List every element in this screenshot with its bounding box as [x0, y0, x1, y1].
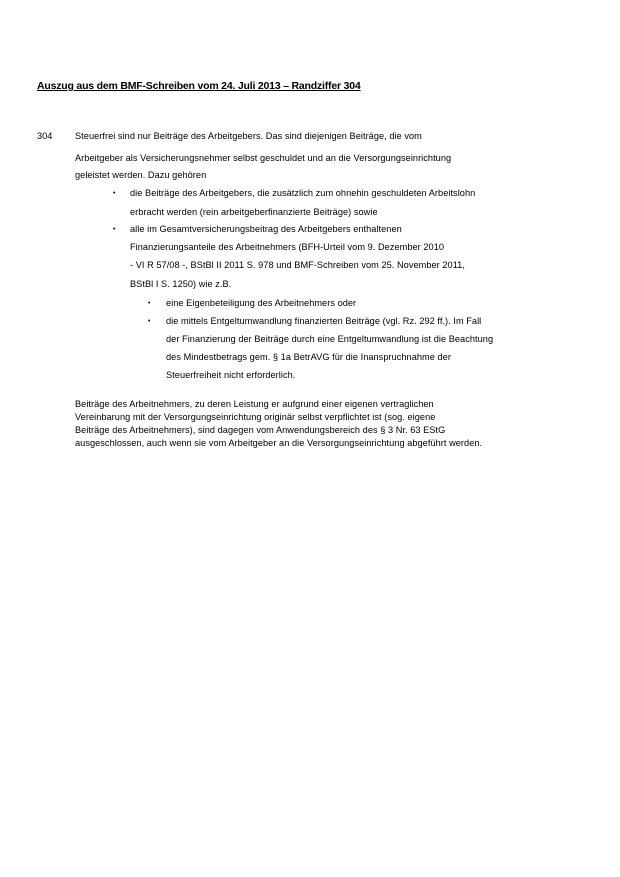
closing-line: Beiträge des Arbeitnehmers), sind dagegen vom Anwendungsbereich des § 3 Nr. 63 EStG — [75, 425, 446, 435]
sub-bullet-line: eine Eigenbeteiligung des Arbeitnehmers oder — [166, 298, 357, 308]
closing-line: Vereinbarung mit der Versorgungseinrichtung originär selbst verpflichtet ist (sog. eigene — [75, 412, 436, 422]
bullet-line: Finanzierungsanteile des Arbeitnehmers (BFH-Urteil vom 9. Dezember 2010 — [130, 242, 445, 252]
bullet-line: die Beiträge des Arbeitgebers, die zusätzlich zum ohnehin geschuldeten Arbeitslohn — [130, 188, 476, 198]
sub-bullet-icon: • — [148, 300, 151, 307]
sub-bullet-line: Steuerfreiheit nicht erforderlich. — [166, 370, 296, 380]
sub-bullet-line: der Finanzierung der Beiträge durch eine Entgeltumwandlung ist die Beachtung — [166, 334, 494, 344]
intro-line: Arbeitgeber als Versicherungsnehmer selbst geschuldet und an die Versorgungseinrichtung — [75, 153, 452, 163]
sub-bullet-line: die mittels Entgeltumwandlung finanzierten Beiträge (vgl. Rz. 292 ff.). Im Fall — [166, 316, 482, 326]
closing-line: ausgeschlossen, auch wenn sie vom Arbeitgeber an die Versorgungseinrichtung abgeführt werden. — [75, 438, 483, 448]
document-title: Auszug aus dem BMF-Schreiben vom 24. Juli 2013 – Randziffer 304 — [37, 80, 361, 92]
bullet-line: alle im Gesamtversicherungsbeitrag des Arbeitgebers enthaltenen — [130, 224, 402, 234]
sub-bullet-line: des Mindestbetrags gem. § 1a BetrAVG für die Inanspruchnahme der — [166, 352, 451, 362]
bullet-line: BStBl I S. 1250) wie z.B. — [130, 279, 232, 289]
intro-line: geleistet werden. Dazu gehören — [75, 170, 207, 180]
intro-line: Steuerfrei sind nur Beiträge des Arbeitgebers. Das sind diejenigen Beiträge, die vom — [75, 131, 422, 141]
bullet-icon: • — [113, 190, 116, 197]
closing-line: Beiträge des Arbeitnehmers, zu deren Leistung er aufgrund einer eigenen vertraglichen — [75, 399, 434, 409]
paragraph-number: 304 — [37, 131, 53, 141]
bullet-line: - VI R 57/08 -, BStBl II 2011 S. 978 und BMF-Schreiben vom 25. November 2011, — [130, 260, 465, 270]
bullet-icon: • — [113, 226, 116, 233]
bullet-line: erbracht werden (rein arbeitgeberfinanzierte Beiträge) sowie — [130, 207, 378, 217]
sub-bullet-icon: • — [148, 318, 151, 325]
